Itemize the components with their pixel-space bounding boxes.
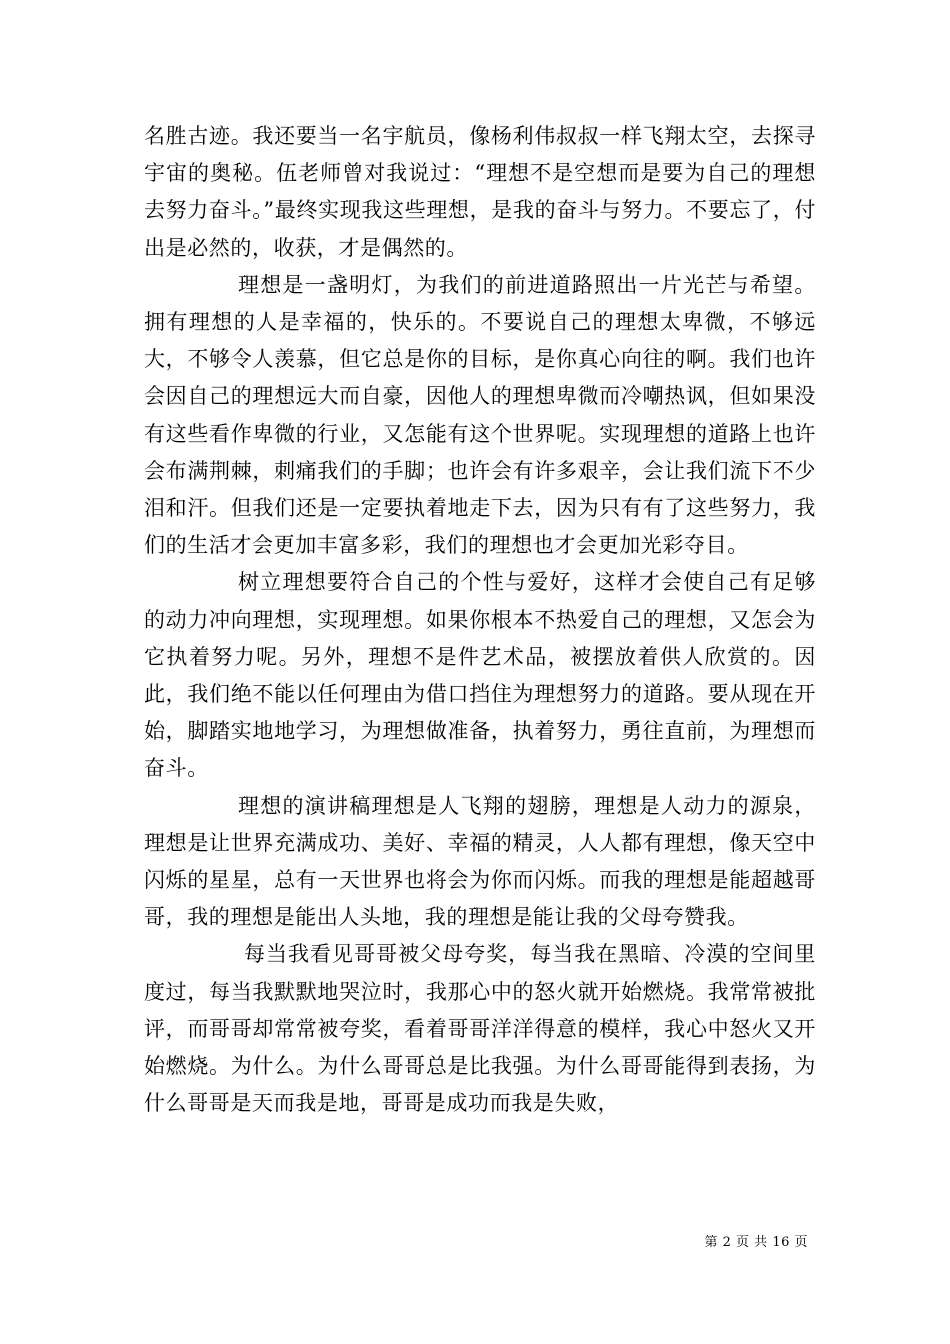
footer-total-pages: 16	[772, 1235, 790, 1250]
footer-current-page: 2	[722, 1235, 732, 1250]
paragraph-2: 理想是一盏明灯，为我们的前进道路照出一片光芒与希望。拥有理想的人是幸福的，快乐的。不要说自己的理想太卑微，不够远大，不够令人羡慕，但它总是你的目标，是你真心向往的啊。我们也许会因自己的理想远大而自豪，因他人的理想卑微而冷嘲热讽，但如果没有这些看作卑微的行业，又怎能有这个世界呢。实现理想的道路上也许会布满荆棘，刺痛我们的手脚；也许会有许多艰辛，会让我们流下不少泪和汗。但我们还是一定要执着地走下去，因为只有有了这些努力，我们的生活才会更加丰富多彩，我们的理想也才会更加光彩夺目。	[144, 272, 816, 558]
paragraph-5: 每当我看见哥哥被父母夸奖，每当我在黑暗、冷漠的空间里度过，每当我默默地哭泣时，我那心中的怒火就开始燃烧。我常常被批评，而哥哥却常常被夸奖，看着哥哥洋洋得意的模样，我心中怒火又开始燃烧。为什么。为什么哥哥总是比我强。为什么哥哥能得到表扬，为什么哥哥是天而我是地，哥哥是成功而我是失败，	[144, 942, 816, 1116]
footer-suffix: 页	[789, 1235, 808, 1250]
footer-middle: 页 共	[731, 1235, 773, 1250]
paragraph-3: 树立理想要符合自己的个性与爱好，这样才会使自己有足够的动力冲向理想，实现理想。如果你根本不热爱自己的理想，又怎会为它执着努力呢。另外，理想不是件艺术品，被摆放着供人欣赏的。因此，我们绝不能以任何理由为借口挡住为理想努力的道路。要从现在开始，脚踏实地地学习，为理想做准备，执着努力，勇往直前，为理想而奋斗。	[144, 570, 816, 781]
paragraph-4: 理想的演讲稿理想是人飞翔的翅膀，理想是人动力的源泉，理想是让世界充满成功、美好、幸福的精灵，人人都有理想，像天空中闪烁的星星，总有一天世界也将会为你而闪烁。而我的理想是能超越哥哥，我的理想是能出人头地，我的理想是能让我的父母夸赞我。	[144, 793, 816, 930]
paragraph-1: 名胜古迹。我还要当一名宇航员，像杨利伟叔叔一样飞翔太空，去探寻宇宙的奥秘。伍老师曾对我说过：“理想不是空想而是要为自己的理想去努力奋斗。”最终实现我这些理想，是我的奋斗与努力。不要忘了，付出是必然的，收获，才是偶然的。	[144, 124, 816, 260]
document-body	[144, 118, 816, 1122]
page-number-footer	[704, 1231, 808, 1250]
footer-prefix: 第	[704, 1235, 723, 1250]
